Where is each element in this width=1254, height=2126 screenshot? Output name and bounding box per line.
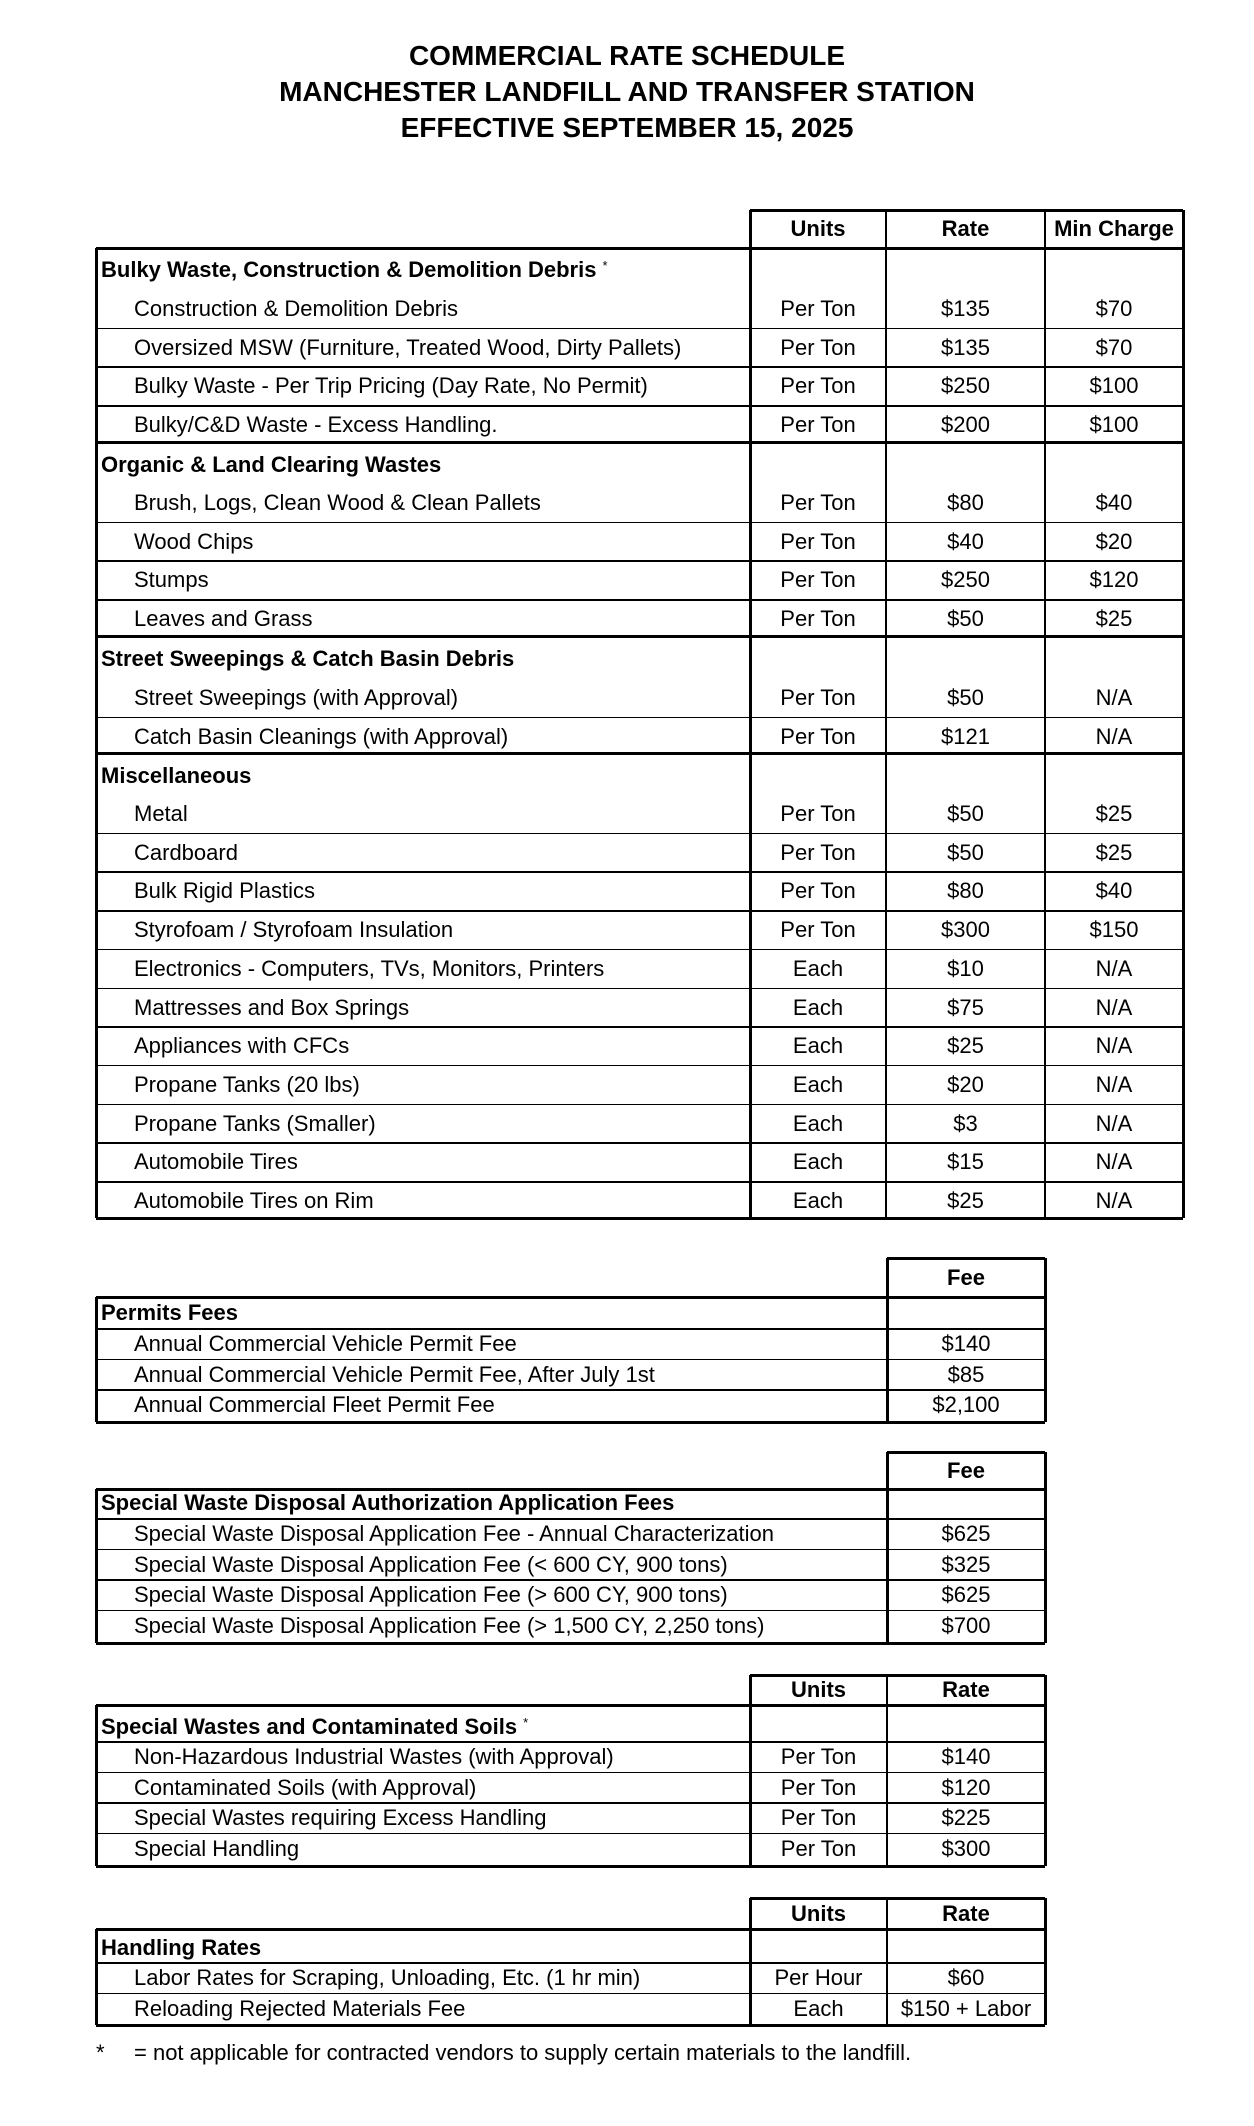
body-top-border <box>96 247 1183 250</box>
row-label: Automobile Tires on Rim <box>134 1188 374 1213</box>
row-fee-value: $85 <box>947 1361 985 1387</box>
row-min-charge-value: $25 <box>1095 801 1133 826</box>
document-title <box>0 38 1254 146</box>
row-divider <box>96 833 1183 835</box>
header-top-border <box>750 1897 1045 1900</box>
row-label: Special Wastes requiring Excess Handling <box>134 1805 547 1830</box>
row-fee-value: $625 <box>941 1582 991 1607</box>
row-divider <box>96 988 1183 990</box>
row-divider <box>96 1962 1045 1964</box>
group-title: Organic & Land Clearing Wastes <box>101 452 442 477</box>
row-rate-value: $225 <box>941 1805 991 1830</box>
row-fee-value: $700 <box>941 1612 991 1638</box>
row-units-value: Per Ton <box>780 334 856 360</box>
row-min-charge-value: N/A <box>1095 994 1133 1020</box>
row-min-charge-value: N/A <box>1095 1033 1133 1059</box>
row-label: Special Waste Disposal Application Fee - Annual Characterization <box>134 1521 774 1546</box>
row-label: Contaminated Soils (with Approval) <box>134 1774 477 1800</box>
row-units-value: Per Hour <box>774 1965 863 1990</box>
row-rate-value: $250 <box>941 567 990 593</box>
group-divider <box>96 441 1183 444</box>
row-min-charge-value: N/A <box>1095 685 1133 710</box>
row-min-charge-value: $40 <box>1095 878 1133 904</box>
row-divider <box>96 1579 1045 1581</box>
footnote-text: = not applicable for contracted vendors to supply certain materials to the landfill. <box>134 2040 912 2065</box>
row-label: Wood Chips <box>134 528 254 554</box>
column-header-rate: Rate <box>941 216 990 241</box>
header-top-border <box>750 209 1183 212</box>
row-rate-value: $15 <box>947 1149 984 1175</box>
row-label: Special Waste Disposal Application Fee (> 600 CY, 900 tons) <box>134 1582 728 1607</box>
row-rate-value: $140 <box>941 1744 991 1769</box>
row-label: Metal <box>134 801 188 826</box>
row-label: Catch Basin Cleanings (with Approval) <box>134 723 509 749</box>
row-label: Oversized MSW (Furniture, Treated Wood, Dirty Pallets) <box>134 334 682 360</box>
column-line <box>1182 210 1185 1218</box>
title-line-1: COMMERCIAL RATE SCHEDULE <box>408 40 846 71</box>
row-label: Bulky Waste - Per Trip Pricing (Day Rate, No Permit) <box>134 373 648 399</box>
row-min-charge-value: N/A <box>1095 1110 1133 1136</box>
bottom-border <box>96 1642 1045 1645</box>
group-title: Permits Fees <box>101 1300 238 1325</box>
row-label: Cardboard <box>134 839 238 865</box>
group-title: Miscellaneous <box>101 763 252 788</box>
column-line <box>749 210 752 1218</box>
column-header-rate: Rate <box>942 1900 990 1926</box>
row-divider <box>96 871 1183 873</box>
row-units-value: Each <box>793 1995 844 2021</box>
row-rate-value: $50 <box>947 685 984 710</box>
row-rate-value: $80 <box>947 490 984 515</box>
row-units-value: Per Ton <box>780 412 856 438</box>
row-label: Styrofoam / Styrofoam Insulation <box>134 917 454 943</box>
row-divider <box>96 1065 1183 1067</box>
body-top-border <box>96 1296 1045 1299</box>
body-top-border <box>96 1928 1045 1931</box>
bottom-border <box>96 2024 1045 2027</box>
row-fee-value: $325 <box>941 1551 991 1577</box>
row-label: Annual Commercial Fleet Permit Fee <box>134 1392 495 1417</box>
row-rate-value: $40 <box>947 528 984 554</box>
row-min-charge-value: N/A <box>1095 1071 1133 1097</box>
column-header-rate: Rate <box>942 1677 990 1702</box>
row-min-charge-value: N/A <box>1095 1149 1133 1175</box>
column-header-units: Units <box>791 1677 846 1702</box>
row-fee-value: $2,100 <box>932 1392 1000 1417</box>
row-rate-value: $20 <box>947 1071 984 1097</box>
row-divider <box>96 1802 1045 1804</box>
row-units-value: Each <box>792 1033 844 1059</box>
group-title: Handling Rates <box>101 1935 262 1960</box>
row-min-charge-value: $100 <box>1089 412 1139 438</box>
row-rate-value: $135 <box>941 334 990 360</box>
column-header-fee: Fee <box>947 1457 985 1483</box>
row-label: Special Waste Disposal Application Fee (< 600 CY, 900 tons) <box>134 1551 728 1577</box>
left-border <box>95 1489 98 1643</box>
row-rate-value: $25 <box>947 1033 984 1059</box>
row-divider <box>96 1772 1045 1774</box>
row-units-value: Each <box>792 994 844 1020</box>
row-units-value: Per Ton <box>780 373 856 399</box>
body-top-border <box>96 1704 1045 1707</box>
row-units-value: Per Ton <box>780 490 856 515</box>
row-divider <box>96 1142 1183 1144</box>
row-divider <box>96 1610 1045 1612</box>
row-label: Special Waste Disposal Application Fee (> 1,500 CY, 2,250 tons) <box>134 1612 765 1638</box>
bottom-border <box>96 1421 1045 1424</box>
row-divider <box>96 1833 1045 1835</box>
group-divider <box>96 635 1183 638</box>
row-units-value: Each <box>792 1071 844 1097</box>
row-min-charge-value: $70 <box>1095 296 1133 321</box>
column-line <box>885 210 887 1218</box>
row-rate-value: $10 <box>947 955 984 981</box>
row-rate-value: $121 <box>941 723 990 749</box>
row-label: Annual Commercial Vehicle Permit Fee <box>134 1331 517 1356</box>
group-divider <box>96 752 1183 755</box>
group-title: Special Wastes and Contaminated Soils * <box>101 1714 529 1739</box>
row-rate-value: $50 <box>947 606 984 632</box>
row-label: Leaves and Grass <box>134 606 313 632</box>
row-min-charge-value: N/A <box>1095 723 1133 749</box>
row-label: Propane Tanks (Smaller) <box>134 1110 376 1136</box>
column-header-min-charge: Min Charge <box>1054 216 1174 241</box>
row-label: Mattresses and Box Springs <box>134 994 410 1020</box>
column-line <box>1044 210 1046 1218</box>
row-label: Brush, Logs, Clean Wood & Clean Pallets <box>134 490 541 515</box>
row-units-value: Each <box>792 1188 844 1213</box>
group-title: Bulky Waste, Construction & Demolition Debris * <box>101 257 608 282</box>
row-divider <box>96 1328 1045 1330</box>
column-header-units: Units <box>791 1900 846 1926</box>
row-rate-value: $300 <box>941 1835 991 1861</box>
row-rate-value: $60 <box>947 1965 985 1990</box>
row-label: Appliances with CFCs <box>134 1033 350 1059</box>
row-label: Bulky/C&D Waste - Excess Handling. <box>134 412 498 438</box>
row-label: Labor Rates for Scraping, Unloading, Etc. (1 hr min) <box>134 1965 641 1990</box>
header-top-border <box>887 1257 1045 1260</box>
row-label: Electronics - Computers, TVs, Monitors, Printers <box>134 955 605 981</box>
row-units-value: Per Ton <box>780 1835 857 1861</box>
group-title: Street Sweepings & Catch Basin Debris <box>101 646 515 671</box>
left-border <box>95 1705 98 1866</box>
row-min-charge-value: $20 <box>1095 528 1133 554</box>
row-rate-value: $120 <box>941 1774 991 1800</box>
row-units-value: Per Ton <box>780 801 856 826</box>
left-border <box>95 1929 98 2025</box>
footnote <box>96 2040 911 2066</box>
row-divider <box>96 1389 1045 1391</box>
row-min-charge-value: $40 <box>1095 490 1133 515</box>
title-line-3: EFFECTIVE SEPTEMBER 15, 2025 <box>400 112 854 143</box>
row-divider <box>96 1181 1183 1183</box>
row-rate-value: $50 <box>947 839 984 865</box>
row-rate-value: $300 <box>941 917 990 943</box>
row-min-charge-value: N/A <box>1095 955 1133 981</box>
bottom-border <box>96 1217 1183 1220</box>
row-units-value: Per Ton <box>780 1744 857 1769</box>
row-units-value: Per Ton <box>780 839 856 865</box>
row-label: Non-Hazardous Industrial Wastes (with Approval) <box>134 1744 614 1769</box>
row-units-value: Per Ton <box>780 1805 857 1830</box>
row-units-value: Per Ton <box>780 606 856 632</box>
row-label: Reloading Rejected Materials Fee <box>134 1995 466 2021</box>
row-divider <box>96 1026 1183 1028</box>
row-rate-value: $3 <box>953 1110 978 1136</box>
row-divider <box>96 717 1183 719</box>
row-units-value: Per Ton <box>780 567 856 593</box>
row-divider <box>96 405 1183 407</box>
column-header-units: Units <box>790 216 846 241</box>
row-divider <box>96 328 1183 330</box>
row-min-charge-value: $150 <box>1089 917 1139 943</box>
row-label: Stumps <box>134 567 209 593</box>
row-units-value: Each <box>792 1149 844 1175</box>
row-divider <box>96 1741 1045 1743</box>
row-units-value: Per Ton <box>780 1774 857 1800</box>
row-rate-value: $150 + Labor <box>900 1995 1032 2021</box>
row-divider <box>96 522 1183 524</box>
row-divider <box>96 1518 1045 1520</box>
row-units-value: Each <box>792 955 844 981</box>
row-units-value: Per Ton <box>780 296 856 321</box>
row-label: Construction & Demolition Debris <box>134 296 459 321</box>
row-rate-value: $75 <box>947 994 984 1020</box>
row-rate-value: $80 <box>947 878 984 904</box>
row-rate-value: $250 <box>941 373 990 399</box>
column-header-fee: Fee <box>947 1264 985 1290</box>
left-border <box>95 248 98 1218</box>
row-divider <box>96 366 1183 368</box>
row-label: Annual Commercial Vehicle Permit Fee, After July 1st <box>134 1361 655 1387</box>
row-fee-value: $625 <box>941 1521 991 1546</box>
group-title: Special Waste Disposal Authorization Application Fees <box>101 1490 675 1515</box>
row-rate-value: $135 <box>941 296 990 321</box>
row-min-charge-value: $25 <box>1095 839 1133 865</box>
row-divider <box>96 1549 1045 1551</box>
row-label: Special Handling <box>134 1835 300 1861</box>
header-top-border <box>887 1451 1045 1454</box>
row-label: Propane Tanks (20 lbs) <box>134 1071 360 1097</box>
footnote-symbol: * <box>96 2040 105 2065</box>
row-rate-value: $200 <box>941 412 990 438</box>
row-divider <box>96 599 1183 601</box>
row-label: Automobile Tires <box>134 1149 298 1175</box>
row-min-charge-value: $120 <box>1089 567 1139 593</box>
asterisk-note: * <box>602 258 608 273</box>
row-min-charge-value: N/A <box>1095 1188 1133 1213</box>
row-divider <box>96 1993 1045 1995</box>
row-min-charge-value: $70 <box>1095 334 1133 360</box>
title-line-2: MANCHESTER LANDFILL AND TRANSFER STATION <box>279 76 975 107</box>
row-min-charge-value: $25 <box>1095 606 1133 632</box>
row-divider <box>96 1104 1183 1106</box>
row-fee-value: $140 <box>941 1331 991 1356</box>
row-label: Street Sweepings (with Approval) <box>134 685 459 710</box>
row-units-value: Per Ton <box>780 723 856 749</box>
asterisk-note: * <box>523 1715 529 1730</box>
row-units-value: Per Ton <box>780 878 856 904</box>
row-divider <box>96 1359 1045 1361</box>
bottom-border <box>96 1865 1045 1868</box>
row-units-value: Per Ton <box>780 917 856 943</box>
row-units-value: Each <box>792 1110 844 1136</box>
row-divider <box>96 560 1183 562</box>
row-units-value: Per Ton <box>780 528 856 554</box>
row-divider <box>96 910 1183 912</box>
row-units-value: Per Ton <box>780 685 856 710</box>
row-min-charge-value: $100 <box>1089 373 1139 399</box>
row-label: Bulk Rigid Plastics <box>134 878 315 904</box>
row-rate-value: $25 <box>947 1188 984 1213</box>
row-rate-value: $50 <box>947 801 984 826</box>
row-divider <box>96 949 1183 951</box>
